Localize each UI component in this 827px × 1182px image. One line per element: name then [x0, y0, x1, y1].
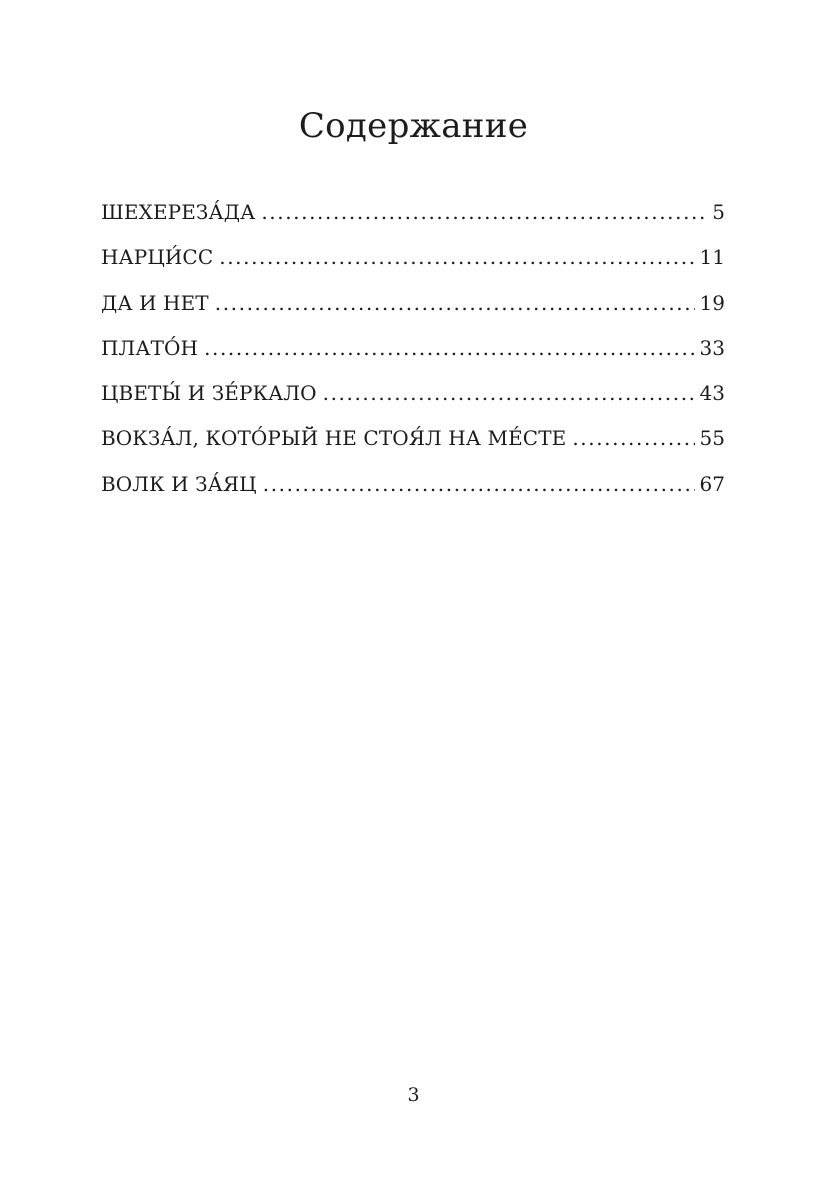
page-number: 3 [407, 1084, 420, 1106]
toc-entry[interactable] [101, 375, 725, 420]
toc-entry-title: ШЕХЕРЕЗА́ДА [101, 200, 256, 224]
dot-leader [204, 330, 694, 366]
toc-entry-page: 55 [699, 426, 725, 451]
toc-entry-page: 11 [699, 245, 725, 270]
toc-entry[interactable] [101, 420, 725, 465]
dot-leader [219, 239, 694, 275]
table-of-contents [101, 194, 725, 511]
page-title: Содержание [298, 106, 529, 146]
dot-leader [263, 466, 695, 502]
dot-leader [215, 285, 695, 321]
toc-entry[interactable] [101, 330, 725, 375]
toc-entry-page: 5 [712, 200, 725, 224]
dot-leader [572, 420, 694, 456]
toc-entry[interactable] [101, 239, 725, 284]
toc-entry-title: ПЛАТО́Н [101, 335, 199, 360]
toc-entry-page: 43 [699, 381, 725, 406]
toc-entry-title: ВОКЗА́Л, КОТО́РЫЙ НЕ СТОЯ́Л НА МЕ́СТЕ [101, 426, 567, 451]
toc-entry[interactable] [101, 285, 725, 330]
toc-entry[interactable] [101, 466, 725, 511]
toc-entry-page: 67 [699, 471, 725, 496]
toc-entry[interactable] [101, 194, 725, 239]
toc-entry-page: 19 [699, 290, 725, 315]
toc-entry-title: НАРЦИ́СС [101, 245, 214, 270]
toc-entry-title: ДА И НЕТ [101, 290, 209, 315]
toc-entry-title: ВОЛК И ЗА́ЯЦ [101, 471, 257, 496]
toc-entry-title: ЦВЕТЫ́ И ЗЕ́РКАЛО [101, 381, 317, 406]
dot-leader [261, 194, 707, 230]
toc-entry-page: 33 [699, 335, 725, 360]
dot-leader [323, 375, 695, 411]
